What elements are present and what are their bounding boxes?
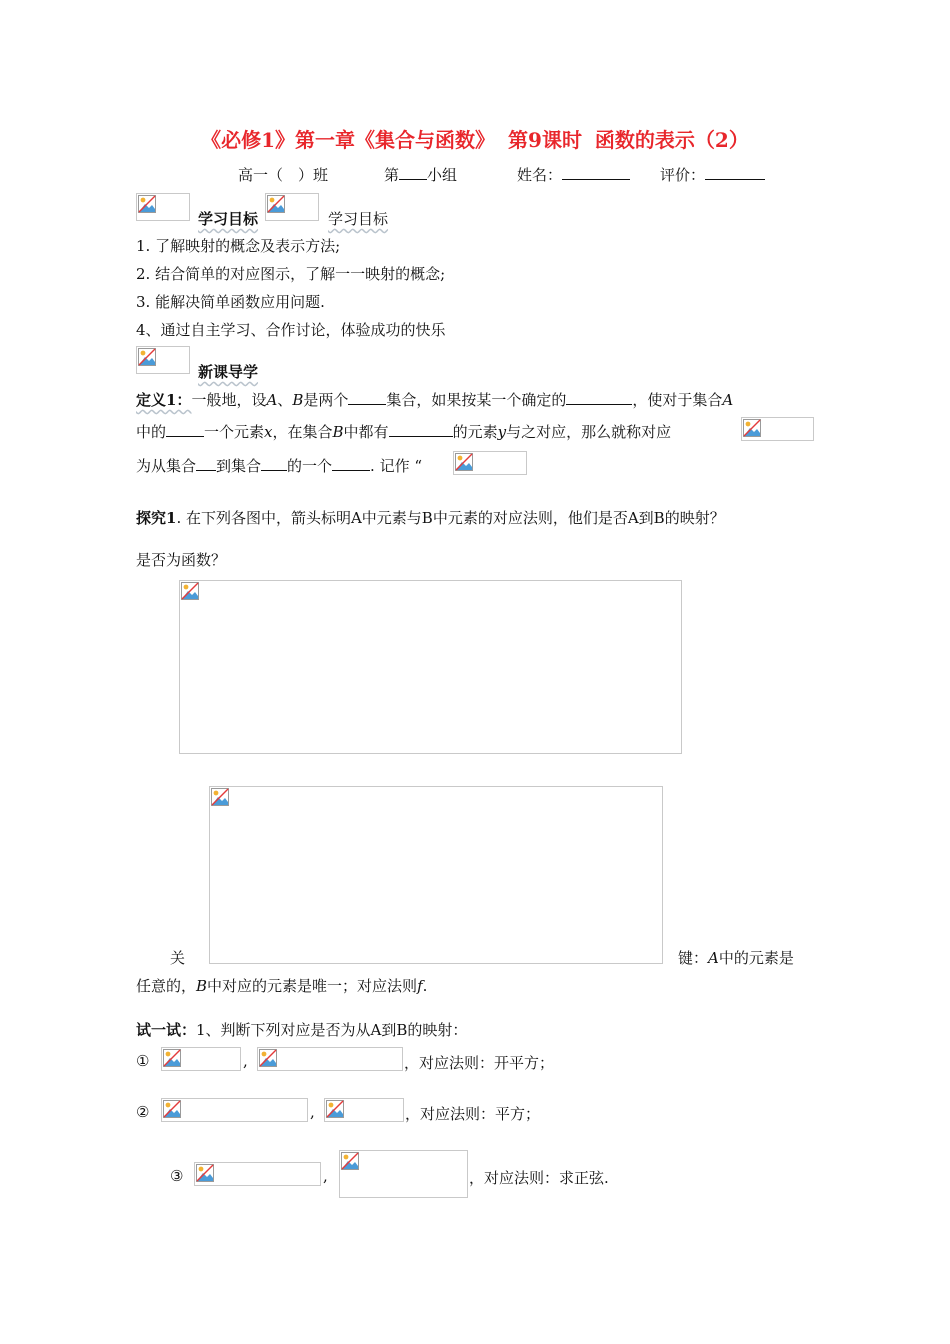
broken-image-icon xyxy=(181,582,199,600)
mapping-diagram-image xyxy=(209,786,663,964)
broken-image-icon xyxy=(267,195,285,213)
broken-image-icon xyxy=(259,1049,277,1067)
key-guan: 关 xyxy=(170,949,186,967)
section-title-goals: 学习目标 xyxy=(198,210,259,228)
section-icon-image xyxy=(136,346,190,374)
title-part2: 第9课时 xyxy=(508,128,582,152)
section-banner-image xyxy=(265,193,319,221)
name-field: 姓名： xyxy=(517,164,630,185)
broken-image-icon xyxy=(341,1152,359,1170)
blank[interactable] xyxy=(261,455,287,471)
page-title xyxy=(0,124,950,153)
explore-line-2: 是否为函数？ xyxy=(136,551,227,569)
class-label: 高一（ ）班 xyxy=(238,166,329,184)
section-icon-image xyxy=(136,193,190,221)
explore-line-1: 探究1. 在下列各图中，箭头标明A中元素与B中元素的对应法则，他们是否A到B的映射？ xyxy=(136,509,725,527)
trial-item-number: ① xyxy=(136,1052,150,1070)
broken-image-icon xyxy=(196,1164,214,1182)
definition-line-1: 定义1：一般地，设A、B是两个 集合，如果按某一个确定的 ，使对于集合A xyxy=(136,391,734,409)
title-part3: 函数的表示（2） xyxy=(594,128,749,152)
title-part1: 《必修1》第一章《集合与函数》 xyxy=(201,128,496,152)
goal-item: 1. 了解映射的概念及表示方法; xyxy=(136,237,341,255)
comma: , xyxy=(323,1167,328,1185)
group-field: 第 小组 xyxy=(384,166,458,184)
key-line-2: 任意的，B中对应的元素是唯一；对应法则f. xyxy=(136,977,428,995)
set-image xyxy=(257,1047,403,1071)
group-blank[interactable] xyxy=(399,164,427,180)
mapping-diagram-image xyxy=(179,580,682,754)
goal-item: 2. 结合简单的对应图示，了解一一映射的概念; xyxy=(136,265,446,283)
broken-image-icon xyxy=(211,788,229,806)
goal-item: 3. 能解决简单函数应用问题. xyxy=(136,293,325,311)
set-image xyxy=(339,1150,468,1198)
blank[interactable] xyxy=(348,389,386,405)
comma: , xyxy=(310,1103,315,1121)
blank[interactable] xyxy=(566,389,632,405)
broken-image-icon xyxy=(138,195,156,213)
broken-image-icon xyxy=(163,1049,181,1067)
set-image xyxy=(161,1047,241,1071)
blank[interactable] xyxy=(196,455,216,471)
section-title-goals-repeat: 学习目标 xyxy=(328,210,389,228)
formula-image xyxy=(453,451,527,475)
trial-rule: ，对应法则：平方； xyxy=(405,1105,541,1123)
set-image xyxy=(324,1098,404,1122)
definition-line-2: 中的 一个元素x，在集合B中都有 的元素y与之对应，那么就称对应 xyxy=(136,423,672,441)
broken-image-icon xyxy=(743,419,761,437)
broken-image-icon xyxy=(455,453,473,471)
broken-image-icon xyxy=(163,1100,181,1118)
definition-line-3: 为从集合 到集合 的一个 . 记作 “ xyxy=(136,457,423,475)
section-title-new-lesson: 新课导学 xyxy=(198,363,259,381)
eval-field: 评价： xyxy=(660,164,765,185)
blank[interactable] xyxy=(166,421,204,437)
set-image xyxy=(194,1162,321,1186)
formula-image xyxy=(741,417,814,441)
trial-heading: 试一试：1、判断下列对应是否为从A到B的映射： xyxy=(136,1021,468,1039)
blank[interactable] xyxy=(389,421,453,437)
goal-item: 4、通过自主学习、合作讨论，体验成功的快乐 xyxy=(136,321,446,339)
trial-rule: ，对应法则：开平方； xyxy=(404,1054,555,1072)
trial-item-number: ② xyxy=(136,1103,150,1121)
name-blank[interactable] xyxy=(562,164,630,180)
comma: , xyxy=(243,1052,248,1070)
trial-rule: ，对应法则：求正弦. xyxy=(469,1169,609,1187)
broken-image-icon xyxy=(138,348,156,366)
set-image xyxy=(161,1098,308,1122)
blank[interactable] xyxy=(332,455,370,471)
trial-item-number: ③ xyxy=(170,1167,184,1185)
eval-blank[interactable] xyxy=(705,164,765,180)
broken-image-icon xyxy=(326,1100,344,1118)
key-line-1: 键：A中的元素是 xyxy=(678,949,794,967)
